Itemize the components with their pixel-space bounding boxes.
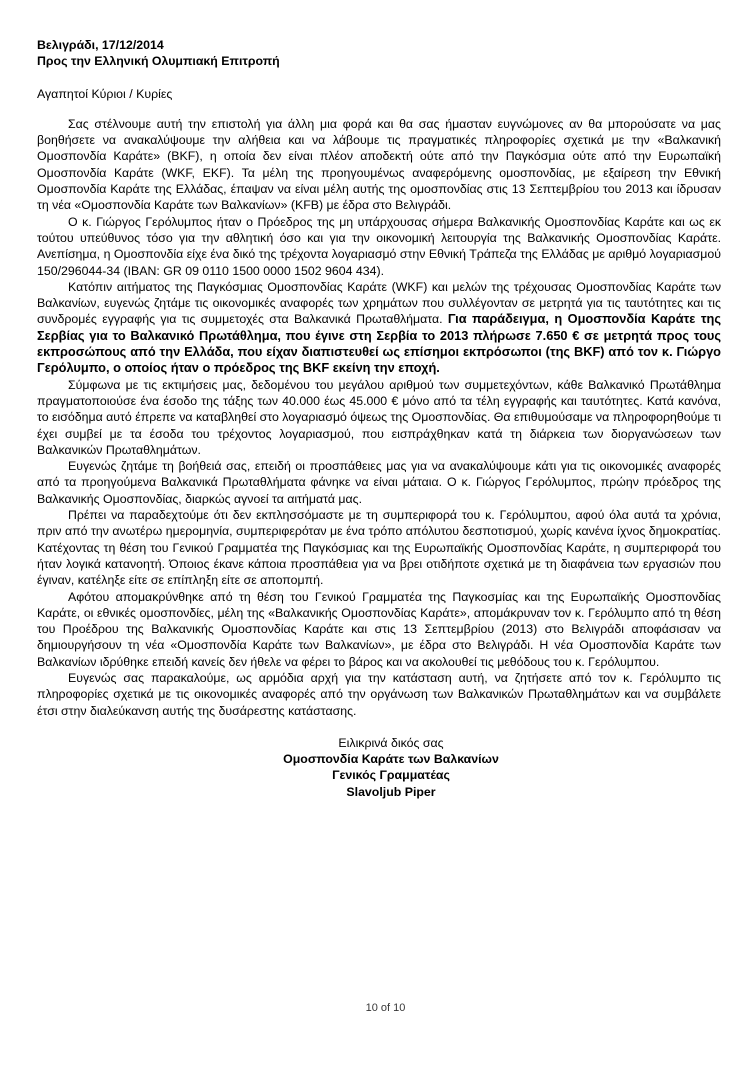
- page-number: 10 of 10: [365, 1002, 406, 1014]
- signature-name: Slavoljub Piper: [346, 784, 436, 799]
- paragraph-1: Σας στέλνουμε αυτή την επιστολή για άλλη μια φορά και θα σας ήμασταν ευγνώμονες αν θα μπορούσατε να μας βοηθήσετε να ανακαλύψουμε την αλήθεια και να λάβουμε τις πραγματικές πληροφορίες σχετικά με την «Βαλκανική Ομοσπονδία Καράτε» (BKF), η οποία δεν είναι πλέον αποδεκτή ούτε από την Παγκόσμια ούτε από την Ευρωπαϊκή Ομοσπονδία Καράτε (WKF, EKF). Τα μέλη της προηγουμένως αναφερόμενης ομοσπονδίας, με εξαίρεση την Εθνική Ομοσπονδία Καράτε της Ελλάδας, έπαψαν να είναι μέλη αυτής της ομοσπονδίας στις 13 Σεπτεμβρίου του 2013 και ίδρυσαν τη νέα «Ομοσπονδία Καράτε των Βαλκανίων» (KFB) με έδρα στο Βελιγράδι.: [37, 116, 721, 213]
- letter-page: [37, 37, 721, 800]
- signature-organization: Ομοσπονδία Καράτε των Βαλκανίων: [283, 752, 499, 767]
- salutation: Αγαπητοί Κύριοι / Κυρίες: [37, 86, 173, 101]
- paragraph-4: Σύμφωνα με τις εκτιμήσεις μας, δεδομένου του μεγάλου αριθμού των συμμετεχόντων, κάθε Βαλκανικό Πρωτάθλημα πραγματοποιούσε ένα έσοδο της τάξης των 40.000 έως 45.000 € μόνο από τα τέλη εγγραφής και ταυτότητες. Κατά κανόνα, το εισόδημα αυτό έπρεπε να καταβληθεί στο λογαριασμό όψεως της Ομοσπονδίας. Θα επιθυμούσαμε να πληροφορηθούμε τι έχει συμβεί με τα έσοδα του τρέχοντος λογαριασμού, που εισπράχθηκαν κατά τη διάρκεια των διοργανώσεων των Βαλκανικών Πρωταθλημάτων.: [37, 377, 721, 457]
- paragraph-2: Ο κ. Γιώργος Γερόλυμπος ήταν ο Πρόεδρος της μη υπάρχουσας σήμερα Βαλκανικής Ομοσπονδίας Καράτε και ως εκ τούτου υπεύθυνος τόσο για την αθλητική όσο και για την οικονομική λειτουργία της Βαλκανικής Ομοσπονδίας Καράτε. Ανεπίσημα, η Ομοσπονδία είχε ένα δικό της τρέχοντα λογαριασμό στην Εθνική Τράπεζα της Ελλάδας με αριθμό λογαριασμού 150/296044-34 (IBAN: GR 09 0110 1500 0000 1502 9604 434).: [37, 214, 721, 278]
- paragraph-7: Αφότου απομακρύνθηκε από τη θέση του Γενικού Γραμματέα της Παγκοσμίας και της Ευρωπαϊκής Ομοσπονδίας Καράτε, οι εθνικές ομοσπονδίες, μέλη της «Βαλκανικής Ομοσπονδίας Καράτε», απομάκρυναν τον κ. Γερόλυμπο από τη θέση του Προέδρου της Βαλκανικής Ομοσπονδίας Καράτε και στις 13 Σεπτεμβρίου (2013) στο Βελιγράδι αποφάσισαν να δημιουργήσουν τη νέα «Ομοσπονδία Καράτε των Βαλκανίων», με έδρα στο Βελιγράδι. Η νέα Ομοσπονδία Καράτε των Βαλκανίων ιδρύθηκε επειδή κανείς δεν ήθελε να φέρει το βάρος και να ακολουθεί τις μεθόδους του κ. Γερόλυμπου.: [37, 589, 721, 669]
- paragraph-5: Ευγενώς ζητάμε τη βοήθειά σας, επειδή οι προσπάθειες μας για να ανακαλύψουμε κάτι για τις οικονομικές αναφορές από τα προηγούμενα Βαλκανικά Πρωταθλήματα φάνηκε να είναι μάταια. Ο κ. Γιώργος Γερόλυμπος, πρώην πρόεδρος της Βαλκανικής Ομοσπονδίας, διαρκώς αγνοεί τα αιτήματά μας.: [37, 459, 721, 506]
- paragraph-3: Κατόπιν αιτήματος της Παγκόσμιας Ομοσπονδίας Καράτε (WKF) και μελών της τρέχουσας Ομοσπονδίας Καράτε των Βαλκανίων, ευγενώς ζητάμε τις οικονομικές αναφορές των χρημάτων που συλλέγονταν σε μετρητά για τις ταυτότητες και τις συνδρομές εγγραφής για τις συμμετοχές στα Βαλκανικά Πρωταθλήματα. Για παράδειγμα, η Ομοσπονδία Καράτε της Σερβίας για το Βαλκανικό Πρωτάθλημα, που έγινε στη Σερβία το 2013 πλήρωσε 7.650 € σε μετρητά προς τους εκπροσώπους από την Ελλάδα, που είχαν διαπιστευθεί ως επίσημοι εκπρόσωποι (της BKF) από τον κ. Γιώργο Γερόλυμπο, ο οποίος ήταν ο πρόεδρος της BKF εκείνη την εποχή.: [37, 279, 722, 376]
- paragraph-6: Πρέπει να παραδεχτούμε ότι δεν εκπλησσόμαστε με τη συμπεριφορά του κ. Γερόλυμπου, αφού όλα αυτά τα χρόνια, πριν από την ανωτέρω ημερομηνία, συμπεριφερόταν με ένα τρόπο απόλυτου δεσποτισμού, χωρίς κανένα ίχνος δημοκρατίας. Κατέχοντας τη θέση του Γενικού Γραμματέα της Παγκόσμιας και της Ευρωπαϊκής Ομοσπονδίας Καράτε, η συμπεριφορά του ήταν λογικά κατανοητή. Όποιος έκανε κάποια προσπάθεια για να βρει οτιδήποτε σχετικά με τη διαφάνεια των εργασιών που έγιναν, κατέληξε είτε σε επίπληξη είτε σε αποπομπή.: [37, 508, 721, 588]
- letter-body: [37, 116, 721, 719]
- signature-title: Γενικός Γραμματέας: [332, 768, 450, 783]
- paragraph-8: Ευγενώς σας παρακαλούμε, ως αρμόδια αρχή για την κατάσταση αυτή, να ζητήσετε από τον κ. Γερόλυμπο τις πληροφορίες σχετικά με τις οικονομικές αναφορές από την οργάνωση των Βαλκανικών Πρωταθλημάτων και να συμβάλετε έτσι στην διαλεύκανση αυτής της δυσάρεστης κατάστασης.: [37, 670, 721, 718]
- paragraph-3-bold-example: Για παράδειγμα, η Ομοσπονδία Καράτε της Σερβίας για το Βαλκανικό Πρωτάθλημα, που έγινε στη Σερβία το 2013 πλήρωσε 7.650 € σε μετρητά προς τους εκπροσώπους από την Ελλάδα, που είχαν διαπιστευθεί ως επίσημοι εκπρόσωποι (της BKF) από τον κ. Γιώργο Γερόλυμπο, ο οποίος ήταν ο πρόεδρος της BKF εκείνη την εποχή.: [37, 311, 722, 376]
- place-date: Βελιγράδι, 17/12/2014: [37, 38, 164, 52]
- recipient-line: Προς την Ελληνική Ολυμπιακή Επιτροπή: [37, 54, 280, 69]
- closing-line: Ειλικρινά δικός σας: [338, 735, 444, 750]
- signature-block: [37, 735, 721, 800]
